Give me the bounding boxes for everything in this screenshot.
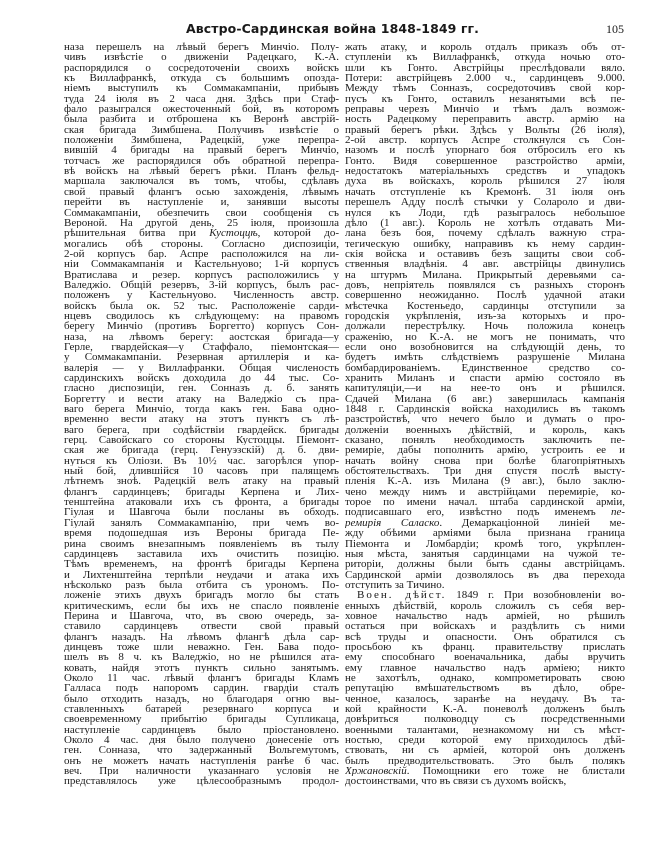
text-line — [345, 559, 625, 569]
text-segment: правый берегъ рѣки. Здѣсь у Вольты (26 іюля), — [345, 124, 625, 136]
text-line — [64, 176, 339, 186]
text-line — [64, 394, 339, 404]
text-segment: достоинствами, что въ связи съ духомъ войскъ, — [345, 776, 567, 787]
text-segment: сказано, понялъ необходимость заключить пе- — [345, 435, 625, 446]
text-segment: ніи Соммакампанія и Кастельнуово; 1-й корпусъ — [64, 259, 339, 270]
text-line — [345, 601, 625, 611]
text-segment: динцевъ тоже шли неважно. Ген. Бава подо- — [64, 641, 339, 653]
text-line — [64, 94, 339, 104]
text-line — [345, 539, 625, 549]
text-line — [64, 445, 339, 455]
text-segment: пусъ къ Гонто, оставилъ незанятыми всѣ пе- — [345, 93, 625, 105]
text-line — [345, 621, 625, 631]
text-line — [64, 301, 339, 311]
text-segment: остаться при войскахъ и раздѣлить съ ними — [345, 621, 625, 632]
text-segment: маршала заключался въ томъ, чтобы, сдѣлавъ — [64, 176, 339, 187]
text-line — [64, 694, 339, 704]
text-line — [64, 652, 339, 662]
text-line — [64, 218, 339, 228]
text-line — [64, 290, 339, 300]
text-line — [64, 487, 339, 497]
text-segment: нулся къ Лоди, гдѣ разыгралось небольшое — [345, 207, 625, 218]
text-line — [345, 476, 625, 486]
text-line — [64, 363, 339, 373]
text-segment: городскія укрѣпленія, изъ-за которыхъ и про- — [345, 310, 625, 322]
text-segment: 1849 г. При возобновленіи во- — [446, 590, 625, 601]
text-line — [345, 197, 625, 207]
text-segment: енныхъ дѣйствій, король сложилъ съ себя вер- — [345, 600, 625, 611]
text-line — [64, 270, 339, 280]
text-line — [64, 590, 339, 600]
text-segment: ховное начальство надъ арміей, но рѣшилъ — [345, 610, 625, 622]
text-segment: вѣ войскъ на лѣвый берегъ рѣки. Планъ фельд- — [64, 166, 339, 177]
text-segment: долженіи военныхъ дѣйствій, и король, какъ — [345, 424, 625, 436]
text-line — [64, 580, 339, 590]
text-segment: не захотѣлъ, однако, компрометировать свою — [345, 672, 625, 684]
text-line — [345, 518, 625, 528]
text-line — [64, 497, 339, 507]
text-segment: просьбою къ франц. правительству прислать — [345, 641, 625, 653]
text-line — [345, 487, 625, 497]
text-segment: шли къ Гонто. Австрійцы преслѣдовали вяло. — [345, 62, 625, 74]
text-line — [345, 445, 625, 455]
text-line — [64, 776, 339, 786]
text-line — [64, 735, 339, 745]
text-line — [64, 414, 339, 424]
text-segment: ный бой, длившійся 10 часовъ при палящемъ — [64, 466, 339, 477]
text-line — [64, 621, 339, 631]
text-segment: положеніи Зимбшена, Радецкій, уже перепра- — [64, 135, 339, 146]
text-line — [345, 394, 625, 404]
text-line — [345, 528, 625, 538]
text-segment: ступленіи къ Виллафранкѣ, откуда ночью ото- — [345, 52, 625, 63]
text-line — [345, 259, 625, 269]
text-segment: Сдачей Милана (6 авг.) завершилась кампанія — [345, 393, 625, 405]
text-segment: временно вести атаку на этотъ пунктъ съ лѣ- — [64, 414, 339, 425]
text-segment: хранить Миланъ и спасти армію состояло въ — [345, 373, 625, 384]
text-line — [345, 187, 625, 197]
text-line — [345, 301, 625, 311]
text-line — [64, 704, 339, 714]
text-line — [345, 321, 625, 331]
text-segment: Соммакампаніи, обезпечить свои сообщенія съ — [64, 207, 339, 218]
text-segment: у Соммакампаніи. Резервная артиллерія и ка- — [64, 352, 339, 363]
text-segment: было отходить назадъ, но благодаря огню вы- — [64, 693, 339, 704]
text-segment: ніемъ выступилъ къ Соммакампаніи, прибывъ — [64, 83, 339, 94]
text-line — [345, 766, 625, 776]
text-segment: ская же бригада (герц. Генуэзскій) д. б. дви- — [64, 445, 339, 456]
text-segment: Около 11 час. лѣвый флангъ бригады Кламъ — [64, 672, 339, 684]
text-segment: наза перешелъ на лѣвый берегъ Минчіо. Полу- — [64, 42, 339, 53]
text-segment: ствовать, ни съ арміей, которой онъ долженъ — [345, 745, 625, 756]
text-segment: Валеджіо. Общій резервъ, 3-ій корпусъ, былъ рас- — [64, 279, 339, 291]
text-segment: разстройствѣ, что нечего было и думать о про- — [345, 414, 625, 425]
text-line — [64, 559, 339, 569]
text-line — [345, 63, 625, 73]
text-line — [64, 197, 339, 207]
text-segment: ченное, казалось, заранѣе на неудачу. Въ та- — [345, 693, 625, 704]
text-segment: сардинскихъ войскъ доходила до 44 тыс. Со- — [64, 373, 339, 384]
text-segment: ему способнаго военачальника, дабы вручить — [345, 652, 625, 663]
text-segment: ему главное начальство надъ арміею; никто — [345, 662, 625, 673]
text-line — [64, 321, 339, 331]
text-segment: свой правый флангъ осью захожденія, лѣвымъ — [64, 186, 339, 198]
text-line — [345, 363, 625, 373]
text-segment: флангъ сардинцевъ; бригады Керпена и Лих- — [64, 486, 339, 498]
text-segment: критическимъ, если бы ихъ не спасло появленіе — [64, 600, 339, 611]
text-segment: вившій 4 бригады на правый берегъ Минчіо, — [64, 145, 339, 156]
text-line — [345, 590, 625, 600]
text-line — [345, 218, 625, 228]
text-segment: начать войну снова при болѣе благопріятныхъ — [345, 455, 625, 467]
text-segment: перейти въ наступленіе и, занявши высоты — [64, 197, 339, 208]
text-line — [345, 642, 625, 652]
text-line — [64, 114, 339, 124]
italic-text: Хржановскій — [345, 766, 407, 777]
text-line — [345, 435, 625, 445]
text-line — [64, 135, 339, 145]
text-line — [64, 166, 339, 176]
text-segment: Галласа подъ напоромъ сардин. гвардіи сталъ — [64, 683, 339, 694]
text-line — [345, 104, 625, 114]
text-line — [64, 280, 339, 290]
text-line — [345, 290, 625, 300]
text-line — [345, 239, 625, 249]
text-segment: нѣсколько разъ была отбита съ урономъ. По- — [64, 579, 339, 591]
text-line — [64, 766, 339, 776]
text-segment: всѣ труды и опасности. Онъ обратился съ — [345, 631, 625, 642]
text-line — [64, 208, 339, 218]
text-segment: жду обѣими арміями была признана граница — [345, 528, 625, 539]
text-segment: капитуляціи,—и на нее-то онъ и рѣшился. — [345, 383, 625, 394]
text-segment: чивъ извѣстіе о движеніи Радецкаго, К.-А. — [64, 52, 339, 63]
text-line — [345, 52, 625, 62]
text-line — [345, 735, 625, 745]
text-line — [345, 776, 625, 786]
text-line — [345, 549, 625, 559]
text-segment: ваго берега, при содѣйствіи гвардейск. бригады — [64, 424, 339, 436]
text-segment: должали перестрѣлку. Ночь положила конецъ — [345, 321, 625, 332]
text-segment: ставленныхъ батарей резервнаго корпуса и — [64, 704, 339, 715]
text-line — [345, 611, 625, 621]
text-segment: своевременному прибытію бригады Супликаца, — [64, 714, 339, 725]
text-line — [345, 208, 625, 218]
text-segment: кой крайности К.-А. поневолѣ долженъ былъ — [345, 704, 625, 715]
text-line — [345, 125, 625, 135]
text-segment: Вероной. На другой день, 25 іюля, произошла — [64, 217, 339, 229]
text-segment: Гонто. Видя совершенное разстройство арміи, — [345, 155, 625, 167]
text-segment: тегическую ошибку, направивъ къ нему сардин- — [345, 238, 625, 249]
text-segment: могались обѣ стороны. Согласно диспозиціи, — [64, 238, 339, 249]
text-line — [345, 507, 625, 517]
text-segment: ственныя владѣнія. 4 авг. австрійцы двинулись — [345, 259, 625, 270]
text-segment: жать атаку, и король отдалъ приказъ объ от- — [345, 42, 625, 53]
text-line — [345, 683, 625, 693]
text-line — [64, 725, 339, 735]
text-line — [345, 414, 625, 424]
text-segment: лѣтнемъ знoѣ. Радецкій велъ атаку на правый — [64, 476, 339, 487]
text-segment: подписавшаго его, извѣстно подъ именемъ — [345, 507, 611, 518]
text-line — [345, 632, 625, 642]
text-segment: наступленіе сардинцевъ было пріостановлено. — [64, 724, 339, 736]
text-segment: военными талантами, незнакомому ни съ мѣст- — [345, 724, 625, 736]
text-segment: туда 24 іюля въ 2 часа дня. Здѣсь при Стаф- — [64, 93, 339, 105]
text-line — [345, 135, 625, 145]
text-segment: ставило сардинцевъ отвести свой правый — [64, 621, 339, 632]
text-line — [64, 259, 339, 269]
text-segment: 2-ой австр. корпусъ Аспре столкнулся съ Сон- — [345, 135, 625, 146]
text-line — [345, 228, 625, 238]
text-segment: репутацію вмѣшательствомъ въ дѣло, обре- — [345, 683, 625, 694]
text-line — [64, 663, 339, 673]
text-segment: будетъ имѣть слѣдствіемъ разрушеніе Милана — [345, 352, 625, 363]
text-line — [64, 570, 339, 580]
text-segment: дѣло (1 авг.). Король не хотѣлъ отдавать Ми- — [345, 217, 625, 229]
text-line — [64, 507, 339, 517]
text-segment: духа въ войскахъ, король рѣшился 27 іюля — [345, 176, 625, 187]
text-segment: время подошедшая изъ Вероны бригада Пе- — [64, 528, 339, 539]
text-segment: Сардинской арміи дозволялось въ два перехода — [345, 569, 625, 580]
text-line — [64, 539, 339, 549]
text-segment: реправы черезъ Минчіо и тѣмъ далъ возмож- — [345, 104, 625, 115]
text-segment: Потери: австрійцевъ 2.000 ч., сардинцевъ 9.000. — [345, 73, 625, 84]
text-line — [64, 42, 339, 52]
text-line — [64, 311, 339, 321]
text-line — [345, 652, 625, 662]
text-segment: Около 4 час. дня было получено донесеніе отъ — [64, 735, 339, 746]
text-line — [345, 570, 625, 580]
text-line — [64, 632, 339, 642]
italic-text: пе- — [610, 507, 625, 518]
italic-text: Кустоццѣ — [209, 228, 258, 239]
italic-text: ремирія Саласко — [345, 517, 440, 529]
text-line — [64, 714, 339, 724]
text-line — [64, 466, 339, 476]
text-segment: ваго берега Минчіо, тогда какъ ген. Бава одно- — [64, 404, 339, 415]
text-line — [345, 94, 625, 104]
text-line — [64, 83, 339, 93]
text-segment: рина своимъ внезапнымъ появленіемъ въ тылу — [64, 538, 339, 549]
text-line — [64, 187, 339, 197]
running-title: Австро-Сардинская война 1848-1849 гг. — [186, 21, 480, 36]
text-segment: если оно возобновится на слѣдующій день, то — [345, 341, 625, 353]
text-segment: былъ предводительствовать. Это былъ полякъ — [345, 755, 625, 767]
text-segment: берегу Минчіо (противъ Боргетто) корпусъ Сон- — [64, 321, 339, 332]
text-segment: пленія К.-А. изъ Милана (9 авг.), было заклю- — [345, 476, 625, 487]
text-line — [345, 745, 625, 755]
text-line — [345, 311, 625, 321]
text-segment: Боргетту и вести атаку на Валеджіо съ пра- — [64, 393, 339, 405]
text-line — [64, 332, 339, 342]
text-segment: распорядился о сосредоточеніи своихъ войскъ — [64, 62, 339, 74]
text-line — [64, 756, 339, 766]
text-segment: довъ, непріятель появлялся съ разныхъ сторонъ — [345, 279, 625, 291]
text-segment: валерія — у Виллафранки. Общая численость — [64, 362, 339, 373]
text-line — [64, 125, 339, 135]
text-line — [64, 601, 339, 611]
text-segment: ложеніе этихъ двухъ бригадъ могло бы стать — [64, 590, 339, 601]
text-line — [345, 166, 625, 176]
text-segment: Гіулай занялъ Соммакампанію, при чемъ во- — [64, 517, 339, 529]
text-segment: перешелъ Адду послѣ стычки у Солароло и дви- — [345, 197, 625, 208]
text-segment: 2-ой корпусъ бар. Аспре расположился на ли- — [64, 248, 339, 260]
text-segment: представлялось уже цѣлесообразнымъ продол- — [64, 776, 339, 787]
text-line — [345, 270, 625, 280]
text-segment: онъ не можетъ начать наступленія ранѣе 6 час. — [64, 755, 339, 767]
text-segment: веч. При наличности указаннаго условія не — [64, 766, 339, 777]
text-segment: ская бригада Зимбшена. Получивъ извѣстіе о — [64, 124, 339, 136]
text-segment: 1848 г. Сардинскія войска находились въ такомъ — [345, 404, 625, 415]
text-segment: отступить за Тичино. — [345, 579, 445, 591]
text-segment: ремиріе, дабы пополнить армію, устроить ее и — [345, 445, 625, 456]
text-line — [345, 373, 625, 383]
text-line — [345, 156, 625, 166]
text-segment: тенштейна атаковали ихъ съ фронта, а бригады — [64, 497, 339, 508]
text-segment: флангъ назадъ. На лѣвомъ флангѣ дѣла сар- — [64, 631, 339, 642]
text-line — [64, 342, 339, 352]
text-line — [64, 239, 339, 249]
text-segment: Вратислава и резер. корпусъ расположились у — [64, 269, 339, 280]
text-line — [64, 425, 339, 435]
text-line — [64, 476, 339, 486]
text-segment: сраженію, но К.-А. не могъ не понимать, что — [345, 331, 625, 342]
text-segment: скія войска и оставивъ безъ защиты свои соб- — [345, 248, 625, 260]
text-line — [64, 104, 339, 114]
text-segment: войскъ была ок. 52 тыс. Расположеніе сарди- — [64, 300, 339, 311]
text-line — [345, 83, 625, 93]
text-segment: совершенно неожиданно. Послѣ удачной атаки — [345, 290, 625, 301]
text-segment: герц. Савойскаго со стороны Кустоццы. Піемонт- — [64, 435, 339, 446]
text-segment: Гіулая и Шавгоча были посланы въ обходъ. — [64, 507, 339, 518]
text-line — [345, 714, 625, 724]
text-segment: Тѣмъ временемъ, на фронтѣ бригады Керпена — [64, 559, 339, 570]
text-line — [64, 611, 339, 621]
text-segment: торое по имени начал. штаба сардинской арміи, — [345, 497, 625, 508]
text-segment: обстоятельствахъ. Три дня спустя послѣ высту- — [345, 466, 625, 477]
text-segment: нцевъ сводилось къ слѣдующему: на правомъ — [64, 310, 339, 322]
text-segment: ныя мѣста, занятыя сардинцами на чужой те- — [345, 548, 625, 560]
text-line — [64, 383, 339, 393]
text-line — [64, 145, 339, 155]
text-line — [345, 145, 625, 155]
text-segment: . Демаркаціонной линіей ме- — [439, 517, 625, 529]
text-segment: положенъ у Кастельнуово. Численность австр. — [64, 290, 339, 301]
text-segment: и Лихтенштейна терпѣли неудачи и атака ихъ — [64, 569, 339, 580]
text-segment: начать отступленіе къ Кремонѣ. 31 іюля онъ — [345, 186, 625, 198]
text-segment: риторіи, должны были быть сданы австрійцамъ. — [345, 559, 625, 570]
text-segment: недостатокъ матеріальныхъ средствъ и упадокъ — [345, 166, 625, 177]
text-line — [64, 352, 339, 362]
text-line — [345, 383, 625, 393]
text-line — [64, 52, 339, 62]
text-segment: нуться къ Оліози. Въ 10½ час. загорѣлся упор- — [64, 455, 339, 467]
text-line — [345, 404, 625, 414]
text-segment: тотчасъ же распорядился объ обратной перепра- — [64, 155, 339, 167]
text-line — [345, 756, 625, 766]
text-segment: ковать, найдя этотъ пунктъ сильно занятымъ. — [64, 662, 339, 673]
text-line — [64, 745, 339, 755]
running-header — [0, 21, 650, 37]
text-line — [64, 435, 339, 445]
text-line — [345, 694, 625, 704]
text-segment: ностью, среди которой ему приходилось дѣй- — [345, 735, 625, 746]
text-line — [64, 373, 339, 383]
text-segment: лана безъ боя, почему сдѣлалъ важную стра- — [345, 228, 625, 239]
text-segment: довѣриться полководцу съ посредственными — [345, 714, 625, 725]
text-line — [345, 425, 625, 435]
text-line — [345, 114, 625, 124]
text-line — [345, 704, 625, 714]
text-line — [64, 404, 339, 414]
text-line — [345, 249, 625, 259]
text-column-left — [64, 42, 339, 787]
text-segment: Герле, гвардейская—у Стаффало, піемонтская— — [64, 341, 339, 353]
text-line — [64, 549, 339, 559]
text-segment: рѣшительная битва при — [64, 228, 210, 239]
spaced-heading-text: Воен. дѣйст. — [357, 590, 447, 601]
text-segment: Піемонта и Ломбардіи; кромѣ того, укрѣплен- — [345, 538, 625, 549]
text-segment: бомбардированіемъ. Единственное средство со- — [345, 362, 625, 373]
text-line — [345, 42, 625, 52]
text-line — [64, 63, 339, 73]
text-line — [64, 156, 339, 166]
text-line — [64, 642, 339, 652]
text-segment: наза, на лѣвомъ берегу: аостская бригада—у — [64, 331, 339, 342]
text-segment: Перина и Шавгоча, что, въ свою очередь, за- — [64, 610, 339, 622]
text-line — [345, 352, 625, 362]
text-segment: мѣстечка Костеньедо, сардинцы отступили за — [345, 300, 625, 311]
text-line — [345, 332, 625, 342]
text-line — [64, 456, 339, 466]
text-segment: на штурмъ Милана. Прикрытый деревьями са- — [345, 269, 625, 280]
text-segment: была разбита и отброшена къ Веронѣ австрій- — [64, 114, 339, 125]
text-segment: , которой до- — [257, 228, 339, 239]
text-line — [64, 518, 339, 528]
text-segment: гласно диспозиціи, ген. Сонназъ д. б. занять — [64, 383, 339, 394]
text-line — [345, 176, 625, 186]
text-segment: къ Виллафранкѣ, откуда съ большимъ опозда- — [64, 73, 339, 84]
text-line — [345, 456, 625, 466]
text-line — [345, 663, 625, 673]
text-line — [345, 73, 625, 83]
text-line — [345, 725, 625, 735]
text-segment: шелъ въ 8 ч. къ Валеджіо, но не рѣшился ата- — [64, 652, 339, 663]
text-line — [345, 466, 625, 476]
text-segment: ность Радецкому переправить австр. армію на — [345, 114, 625, 125]
text-line — [345, 342, 625, 352]
text-segment: ген. Сонназа, что задержанный Вольгемутомъ, — [64, 745, 339, 756]
text-line — [64, 73, 339, 83]
text-line — [345, 497, 625, 507]
text-segment: чено между нимъ и австрійцами перемиріе, ко- — [345, 486, 625, 498]
text-line — [345, 280, 625, 290]
text-segment: . Помощники его тоже не блистали — [406, 766, 625, 777]
text-line — [345, 580, 625, 590]
text-line — [64, 683, 339, 693]
text-segment: сардинцевъ заставила ихъ очистить позицію. — [64, 548, 339, 560]
text-line — [64, 528, 339, 538]
text-segment: назомъ и послѣ упорнаго боя отбросилъ его къ — [345, 145, 625, 156]
text-segment: Между тѣмъ Сонназъ, сосредоточивъ свой кор- — [345, 83, 625, 94]
text-line — [345, 673, 625, 683]
page-number: 105 — [606, 22, 624, 36]
text-line — [64, 673, 339, 683]
text-line — [64, 249, 339, 259]
text-segment: фало разыгрался ожесточенный бой, въ которомъ — [64, 104, 339, 115]
text-column-right — [345, 42, 625, 787]
text-line — [64, 228, 339, 238]
